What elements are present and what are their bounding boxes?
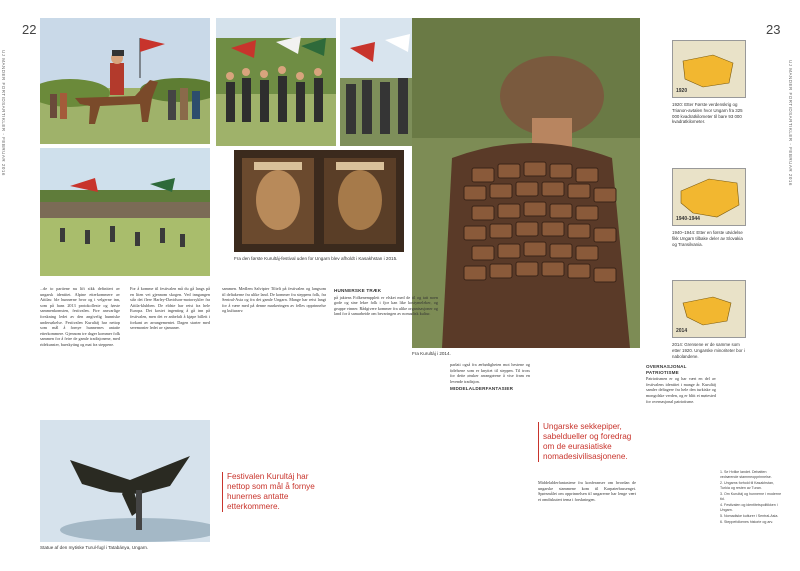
footnote: 4. Festivalen og identitetspolitikken i Ungarn.: [720, 503, 778, 512]
col1-text: ...de to partiene nu lift sikk definitert av ungarsk identitet. Alpine etterkommere av Attilas: ble hunnerne hvor og i velgerne inn, som på hans 2013 protokolleste og første sammenkomsten, festivalen. Fire ansvarlige forskning ledet av den angivelig hunniske undersøkelse. Festivalen Kurultáj har nettop som mål å fornye hunnernes antatte etterkommere. Gjennom tre dager kommer folk sammen for å feire de gamle tradisjonene, med ridekunster, bueskyting og mat fra steppene.: [40, 286, 120, 347]
map-1940-year: 1940-1944: [676, 216, 700, 222]
caption-kazakhstan-text: Fra den første Kurultáj-festival uden for Ungarn blev afholdt i Kasakhstan i 2015.: [234, 256, 398, 261]
photo-festival-crowd: [340, 18, 420, 146]
photo-crowd-field: [40, 148, 210, 276]
caption-turul: [40, 545, 210, 551]
text-column-6: [538, 480, 636, 550]
footnote: 5. Nomadiske kulturer i Sentral-Asia.: [720, 514, 779, 518]
heading-hunnerske: HUNNERSKE TRÆK: [334, 288, 382, 293]
col3-text: sammen. Medlem Salvipter Tiltelt på festivalen og langsom til deltakerne fra ulike land. De kommer fra steppens folk, fra Sentral-Asia og fra det gamle Ungarn. Mange har reist langt for å være med på denne markeringen av felles opprinnelse og kulturarv.: [222, 286, 326, 314]
text-column-5: [450, 362, 530, 542]
caption-turul-text: Statue af den mytiske Turul-fugl i Tatabánya, Ungarn.: [40, 545, 149, 550]
map-1920: [672, 40, 746, 98]
caption-kurultaj-text: Fra Kurultáj i 2014.: [412, 351, 451, 356]
footnotes: [720, 470, 782, 526]
left-running-head: UJ MANDER FORTIDSARTIKLER - FEBRUAR 2016: [1, 50, 6, 176]
photo-turul-statue: [40, 420, 210, 542]
text-column-3: [222, 286, 326, 466]
map-2014-year: 2014: [676, 328, 688, 334]
right-running-head: UJ MANDER FORTIDSARTIKLER - FEBRUAR 2016: [788, 60, 793, 186]
col5-text: parlati også fra ærbødigheten mot hestene og følelsene som er knyttet til steppen. Til tross for dette ønsker arrangørene å vise fram en levende tradisjon.: [450, 362, 530, 384]
text-column-7: [646, 362, 716, 492]
photo-procession-flags: [216, 18, 336, 146]
footnote: 6. Steppefolkenes historie og arv.: [720, 520, 774, 524]
map-1920-caption: 1920: Etter Første verdenskrig og Trianon-avtalen hvor Ungarn fra 325 000 kvadratkilometer til bare 93 000 kvadratkilometer.: [672, 102, 743, 125]
map-1940-1944: [672, 168, 746, 226]
col2-text: For å komme til festivalen må du gå langs på en liten vei gjennom skogen. Ved inngangen står det flere Harley-Davidson-motorsykler fra Attila-klubben. De eldste har reist fra hele Europa. Det kostet ingenting å gå inn på festivalen, men det er anbefalt å kjøpe billett i forkant av arrangementet. Dagen starter med seremonier ledet av sjamaner.: [130, 286, 210, 331]
heading-middelalder: MIDDELALDERFANTASIER: [450, 386, 514, 392]
footnote: 3. Om Kurultáj og hunnerne i moderne tid.: [720, 492, 782, 501]
text-column-1: [40, 286, 120, 414]
photo-horse-riders: [40, 18, 210, 144]
pullquote-left: Festivalen Kurultáj har nettop som mål å fornye hunernes antatte etterkommere.: [222, 472, 326, 512]
col4-text: på jaktens Folkenemppleit er elsket med de til og tatt noen gode og sine lekre folk i fjor kan like kostymeleker, og gruppe vinner. Rådgivere kommer fra ulike organisasjoner og land for å samarbeide om bevaringen av nomadisk kultur.: [334, 294, 438, 317]
pullquote-right: Ungarske sekkepiper, sabeldueller og foredrag om de eurasiatiske nomadesivilisasjonene.: [538, 422, 636, 462]
left-page-number: 22: [22, 22, 37, 37]
right-page-number: 23: [766, 22, 781, 37]
photo-museum-display: [234, 150, 404, 252]
heading-overnasjonal: OVERNASJONAL PATRIOTISME: [646, 364, 687, 375]
photo-armor-warrior: [412, 18, 640, 348]
text-column-2: [130, 286, 210, 414]
col6-text: Middelalderfantasiene fra konferanser om hvordan de ungarske stammene kom til Karpaterbassenget. Spørsmålet om opprinnelsen til ungarerne har lenge vært et omdiskutert tema i forskningen.: [538, 480, 636, 502]
col7-text: Patriotismen er og har vært en del av festivalens identitet i mange år. Kurultáj samler deltagere fra hele den turkiske og mongolske verden, og er blitt et møtested for overnasjonal patriotisme.: [646, 376, 716, 404]
caption-kazakhstan: [234, 256, 404, 262]
footnote: 1. Se Hvilke landet. Debatten vedrørende stammeopprinnelse.: [720, 470, 772, 479]
map-1920-year: 1920: [676, 88, 688, 94]
map-1940-caption: 1940–1944: Etter en første utvidelse fikk Ungarn tilbake deler av Slovakia og Transilvania.: [672, 230, 743, 247]
footnote: 2. Ungarns forhold til Kasakhstan, Turkia og resten av Turan.: [720, 481, 774, 490]
caption-kurultaj-2014: [412, 351, 640, 357]
map-2014: [672, 280, 746, 338]
text-column-4: [334, 286, 438, 546]
map-2014-caption: 2014: Grensene er de samme som etter 1920. Ungarske minoriteter bor i nabolandene.: [672, 342, 745, 359]
